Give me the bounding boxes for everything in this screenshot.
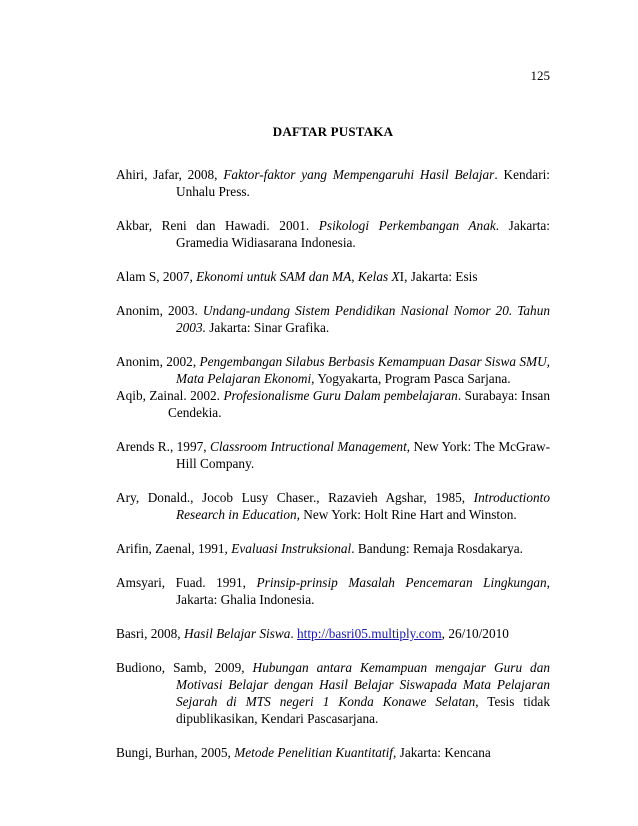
reference-entry: Arifin, Zaenal, 1991, Evaluasi Instruksional. Bandung: Remaja Rosdakarya.: [116, 541, 523, 556]
reference-entry: Basri, 2008, Hasil Belajar Siswa. http://basri05.multiply.com, 26/10/2010: [116, 626, 509, 641]
reference-entry: Ary, Donald., Jocob Lusy Chaser., Razavieh Agshar, 1985, Introductionto Research in Education, New York: Holt Rine Hart and Winston.: [116, 490, 550, 522]
reference-entry: Budiono, Samb, 2009, Hubungan antara Kemampuan mengajar Guru dan Motivasi Belajar dengan Hasil Belajar Siswapada Mata Pelajaran Sejarah di MTS negeri 1 Konda Konawe Selatan, Tesis tidak dipublikasikan, Kendari Pascasarjana.: [116, 660, 550, 726]
reference-entry: Bungi, Burhan, 2005, Metode Penelitian Kuantitatif, Jakarta: Kencana: [116, 745, 491, 760]
reference-entry: Arends R., 1997, Classroom Intructional Management, New York: The McGraw-Hill Company.: [116, 439, 551, 471]
reference-list: [116, 166, 550, 778]
reference-entry: Aqib, Zainal. 2002. Profesionalisme Guru Dalam pembelajaran. Surabaya: Insan Cendekia.: [116, 388, 550, 420]
section-title: DAFTAR PUSTAKA: [272, 124, 394, 139]
reference-link[interactable]: http://basri05.multiply.com: [297, 626, 442, 641]
reference-entry: Anonim, 2002, Pengembangan Silabus Berbasis Kemampuan Dasar Siswa SMU, Mata Pelajaran Ekonomi, Yogyakarta, Program Pasca Sarjana.: [116, 354, 550, 386]
reference-entry: Anonim, 2003. Undang-undang Sistem Pendidikan Nasional Nomor 20. Tahun 2003. Jakarta: Sinar Grafika.: [116, 303, 550, 335]
reference-entry: Alam S, 2007, Ekonomi untuk SAM dan MA, Kelas XI, Jakarta: Esis: [116, 269, 478, 284]
page-number: 125: [530, 68, 550, 83]
reference-entry: Ahiri, Jafar, 2008, Faktor-faktor yang Mempengaruhi Hasil Belajar. Kendari: Unhalu Press.: [116, 167, 551, 199]
reference-entry: Akbar, Reni dan Hawadi. 2001. Psikologi Perkembangan Anak. Jakarta: Gramedia Widiasarana Indonesia.: [116, 218, 550, 250]
reference-entry: Amsyari, Fuad. 1991, Prinsip-prinsip Masalah Pencemaran Lingkungan, Jakarta: Ghalia Indonesia.: [116, 575, 550, 607]
